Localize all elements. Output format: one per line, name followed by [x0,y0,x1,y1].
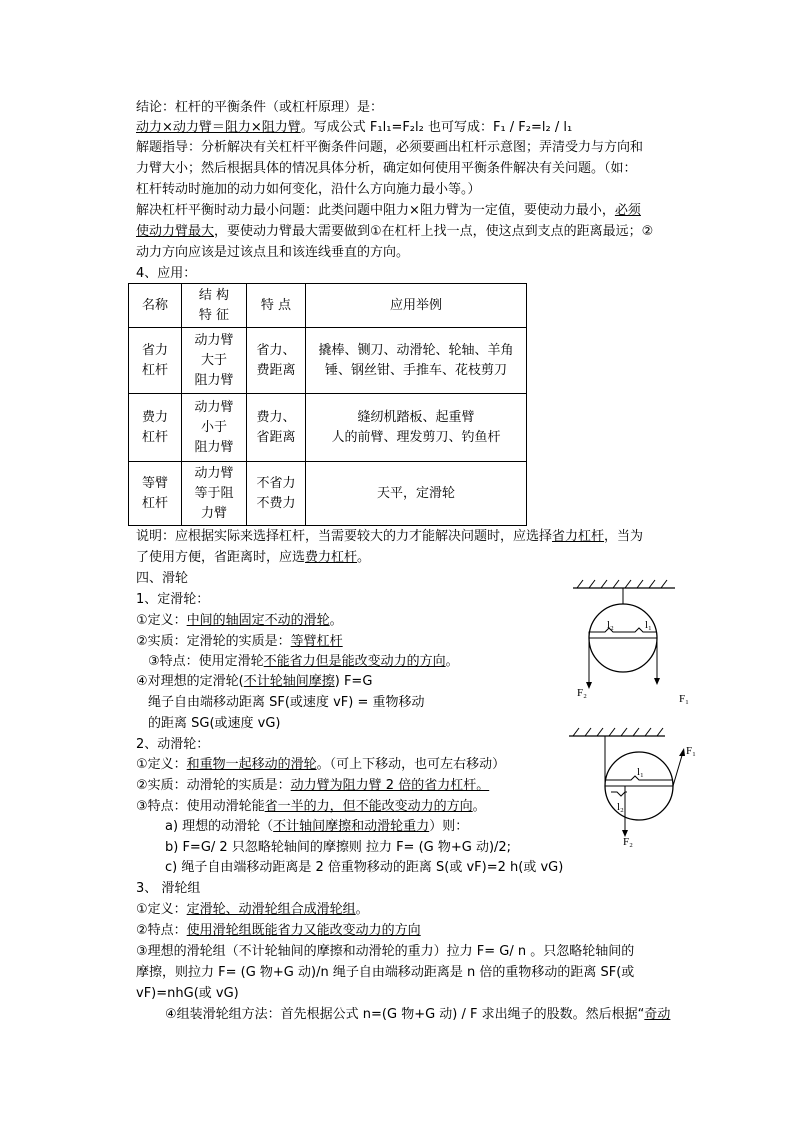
movable-feat-label: ③特点：使用动滑轮能 [136,799,265,814]
cell-name: 费力 杠杆 [129,394,182,462]
header-feature: 特 点 [247,284,306,328]
block-ideal-1: ③理想的滑轮组（不计轮轴间的摩擦和动滑轮的重力）拉力 F= G/ n 。只忽略轮轴间的 [136,944,635,959]
fig2-f2-label: F₂ [623,836,633,848]
guide-line-3: 杠杆转动时施加的动力如何变化，沿什么方向施力最小等。） [136,182,481,197]
fig2-f1-label: F₁ [686,745,696,757]
movable-heading: 2、动滑轮： [136,737,210,752]
movable-a-end: ）则： [429,819,469,834]
movable-definition [136,755,505,774]
pulley-heading: 四、滑轮 [136,571,189,586]
note-line-1 [136,527,643,546]
min-force-underlined: 必须 [614,203,641,218]
cell-feature: 费力、 省距离 [247,394,306,462]
min-force-line-2 [136,222,653,241]
block-feat-label: ②特点： [136,923,187,938]
formula-rest: 。写成公式 F₁l₁=F₂l₂ 也可写成：F₁ / F₂=l₂ / l₁ [300,120,573,135]
conclusion-title: 结论：杠杆的平衡条件（或杠杆原理）是： [136,100,384,115]
movable-def-underlined: 和重物一起移动的滑轮 [186,757,317,772]
fixed-heading: 1、定滑轮： [136,592,210,607]
movable-item-b: b) F=G/ 2 只忽略轮轴间的摩擦则 拉力 F= (G 物+G 动)/2; [165,840,512,855]
header-examples: 应用举例 [306,284,527,328]
fixed-feat-end: 。 [445,654,459,669]
fixed-def-underlined: 中间的轴固定不动的滑轮 [186,613,330,628]
header-name: 名称 [129,284,182,328]
fig2-l1-label: l₁ [637,766,644,778]
fig1-f1-label: F₁ [679,693,689,705]
note-text-2: 了使用方便，省距离时，应选 [136,550,306,565]
cell-structure: 动力臂 等于阻 力臂 [182,462,247,526]
block-definition [136,900,369,919]
fixed-definition [136,611,343,630]
block-feature [136,921,421,940]
min-force-line-3: 动力方向应该是过该点且和该连线垂直的方向。 [136,245,410,260]
block-def-label: ①定义： [136,902,187,917]
guide-line-1: 解题指导：分析解决有关杠杆平衡条件问题，必须要画出杠杆示意图；弄清受力与方向和 [136,140,644,155]
table-header-row [129,284,527,328]
fixed-ideal-end: ) F=G [334,674,373,689]
movable-def-end: 。（可上下移动，也可左右移动） [316,757,506,772]
fixed-ideal [136,672,372,691]
movable-essence [136,776,489,795]
fixed-rope-2: 的距离 SG(或速度 vG) [148,716,281,731]
cell-examples: 天平，定滑轮 [306,462,527,526]
min-force-line-1 [136,201,641,220]
fixed-rope-1: 绳子自由端移动距离 SF(或速度 vF) = 重物移动 [148,695,425,710]
fig2-l2-label: l₂ [617,801,624,813]
header-structure: 结 构 特 征 [182,284,247,328]
movable-feature [136,797,486,816]
min-force-underlined-2: 使动力臂最大 [136,224,215,239]
cell-examples: 缝纫机踏板、起重臂 人的前臂、理发剪刀、钓鱼杆 [306,394,527,462]
note-text-2b: 。 [357,550,371,565]
block-heading: 3、 滑轮组 [136,881,201,896]
movable-item-c: c) 绳子自由端移动距离是 2 倍重物移动的距离 S(或 vF)=2 h(或 vG) [165,860,564,875]
block-ideal-3: vF)=nhG(或 vG) [136,986,239,1001]
block-ideal-2: 摩擦，则拉力 F= (G 物+G 动)/n 绳子自由端移动距离是 n 倍的重物移动的距离 SF(或 [136,965,635,980]
formula-underlined: 动力×动力臂＝阻力×阻力臂 [136,120,301,135]
cell-structure: 动力臂 大于 阻力臂 [182,328,247,394]
fixed-pulley-diagram [565,578,695,708]
block-def-underlined: 定滑轮、动滑轮组合成滑轮组 [186,902,356,917]
cell-feature: 省力、 费距离 [247,328,306,394]
note-line-2 [136,548,370,567]
fig1-f2-label: F₂ [577,687,587,699]
movable-ess-label: ②实质：动滑轮的实质是： [136,778,291,793]
note-underlined: 省力杠杆 [552,529,605,544]
movable-a-underlined: 不计轴间摩擦和动滑轮重力 [273,819,430,834]
fixed-ideal-underlined: 不计轮轴间摩擦 [243,674,335,689]
lever-table [128,283,527,526]
conclusion-formula [136,118,572,137]
cell-feature: 不省力 不费力 [247,462,306,526]
fig1-l1-label: l₁ [645,619,652,631]
fixed-feat-label: ③特点：使用定滑轮 [148,654,264,669]
note-text: 说明：应根据实际来选择杠杆，当需要较大的力才能解决问题时，应选择 [136,529,553,544]
block-assemble [165,1005,670,1024]
fixed-essence [136,632,343,651]
table-row [129,394,527,462]
fixed-feat-underlined: 不能省力但是能改变动力的方向 [263,654,446,669]
fixed-ess-underlined: 等臂杠杆 [290,634,343,649]
cell-examples: 撬棒、铡刀、动滑轮、轮轴、羊角 锤、钢丝钳、手推车、花枝剪刀 [306,328,527,394]
guide-line-2: 力臂大小；然后根据具体的情况具体分析，确定如何使用平衡条件解决有关问题。（如： [136,161,637,176]
movable-a-label: a) 理想的动滑轮（ [165,819,274,834]
cell-name: 省力 杠杆 [129,328,182,394]
note-text-b: ，当为 [604,529,644,544]
cell-structure: 动力臂 小于 阻力臂 [182,394,247,462]
movable-feat-underlined: 省一半的力，但不能改变动力的方向 [264,799,473,814]
block-def-end: 。 [355,902,369,917]
fig1-l2-label: l₂ [607,619,614,631]
fixed-ess-label: ②实质：定滑轮的实质是： [136,634,291,649]
block-assemble-underlined: 奇动 [644,1007,671,1022]
movable-ess-underlined: 动力臂为阻力臂 2 倍的省力杠杆。 [290,778,490,793]
block-assemble-text: ④组装滑轮组方法：首先根据公式 n=(G 物+G 动) / F 求出绳子的股数。然后根据“ [165,1007,645,1022]
table-row [129,462,527,526]
application-heading: 4、应用： [136,266,197,281]
min-force-text-2: ，要使动力臂最大需要做到①在杠杆上找一点，使这点到支点的距离最远；② [214,224,654,239]
fixed-def-end: 。 [329,613,343,628]
table-row [129,328,527,394]
movable-feat-end: 。 [472,799,486,814]
fixed-ideal-label: ④对理想的定滑轮( [136,674,244,689]
movable-pulley-diagram [565,728,700,853]
fixed-feature [148,652,459,671]
cell-name: 等臂 杠杆 [129,462,182,526]
movable-item-a [165,817,468,836]
note-underlined-2: 费力杠杆 [305,550,358,565]
fixed-def-label: ①定义： [136,613,187,628]
min-force-text: 解决杠杆平衡时动力最小问题：此类问题中阻力×阻力臂为一定值，要使动力最小， [136,203,615,218]
block-feat-underlined: 使用滑轮组既能省力又能改变动力的方向 [186,923,421,938]
movable-def-label: ①定义： [136,757,187,772]
